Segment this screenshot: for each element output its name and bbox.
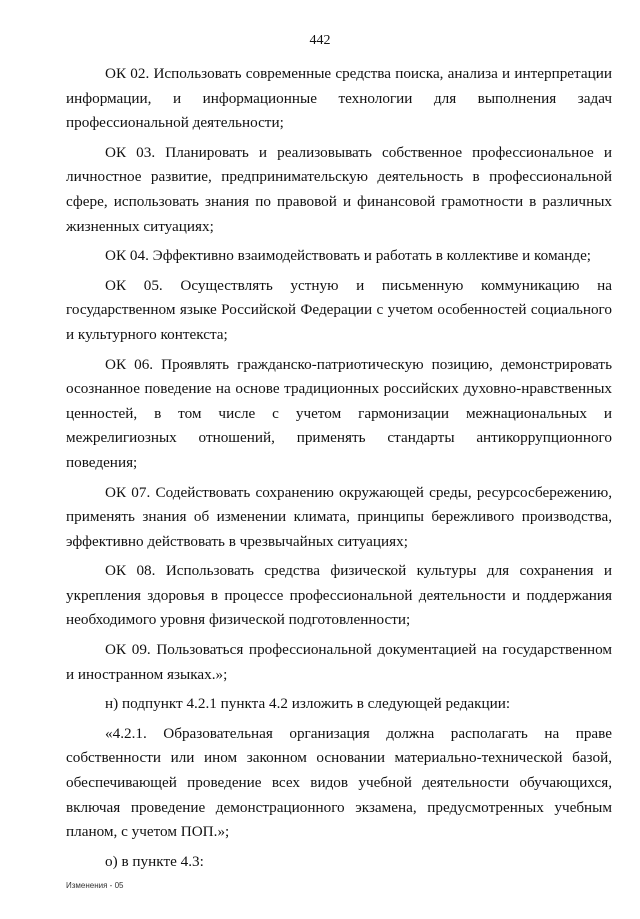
paragraph-ok-04: ОК 04. Эффективно взаимодействовать и работать в коллективе и команде; xyxy=(105,247,592,265)
paragraph-4-2-1: «4.2.1. Образовательная организация должна располагать на праве собственности или ином законном основании материально-технической базой, обеспечивающей проведение всех видов учебной деятельности обучающихся, включая проведение демонстрационного экзамена, предусмотренных учебным планом, с учетом ПОП.»; xyxy=(66,724,612,841)
document-body xyxy=(66,62,612,879)
paragraph-ok-07: ОК 07. Содействовать сохранению окружающей среды, ресурсосбережению, применять знания об изменении климата, принципы бережливого производства, эффективно действовать в чрезвычайных ситуациях; xyxy=(66,483,612,550)
paragraph-ok-03: ОК 03. Планировать и реализовывать собственное профессиональное и личностное развитие, предпринимательскую деятельность в профессиональной сфере, использовать знания по правовой и финансовой грамотности в различных жизненных ситуациях; xyxy=(66,143,612,235)
paragraph-ok-02: ОК 02. Использовать современные средства поиска, анализа и интерпретации информации, и информационные технологии для выполнения задач профессиональной деятельности; xyxy=(66,65,612,132)
page-number: 442 xyxy=(309,33,331,48)
paragraph-item-n: н) подпункт 4.2.1 пункта 4.2 изложить в следующей редакции: xyxy=(105,695,511,713)
paragraph-ok-08: ОК 08. Использовать средства физической культуры для сохранения и укрепления здоровья в процессе профессиональной деятельности и поддержания необходимого уровня физической подготовленности; xyxy=(66,562,612,629)
paragraph-ok-06: ОК 06. Проявлять гражданско-патриотическую позицию, демонстрировать осознанное поведение на основе традиционных российских духовно-нравственных ценностей, в том числе с учетом гармонизации межнациональных и межрелигиозных отношений, применять стандарты антикоррупционного поведения; xyxy=(66,355,612,471)
footer-note: Изменения - 05 xyxy=(66,881,124,890)
paragraph-item-o: о) в пункте 4.3: xyxy=(105,852,204,870)
paragraph-ok-09: ОК 09. Пользоваться профессиональной документацией на государственном и иностранном языках.»; xyxy=(66,641,612,683)
paragraph-ok-05: ОК 05. Осуществлять устную и письменную коммуникацию на государственном языке Российской Федерации с учетом особенностей социального и культурного контекста; xyxy=(66,276,612,343)
